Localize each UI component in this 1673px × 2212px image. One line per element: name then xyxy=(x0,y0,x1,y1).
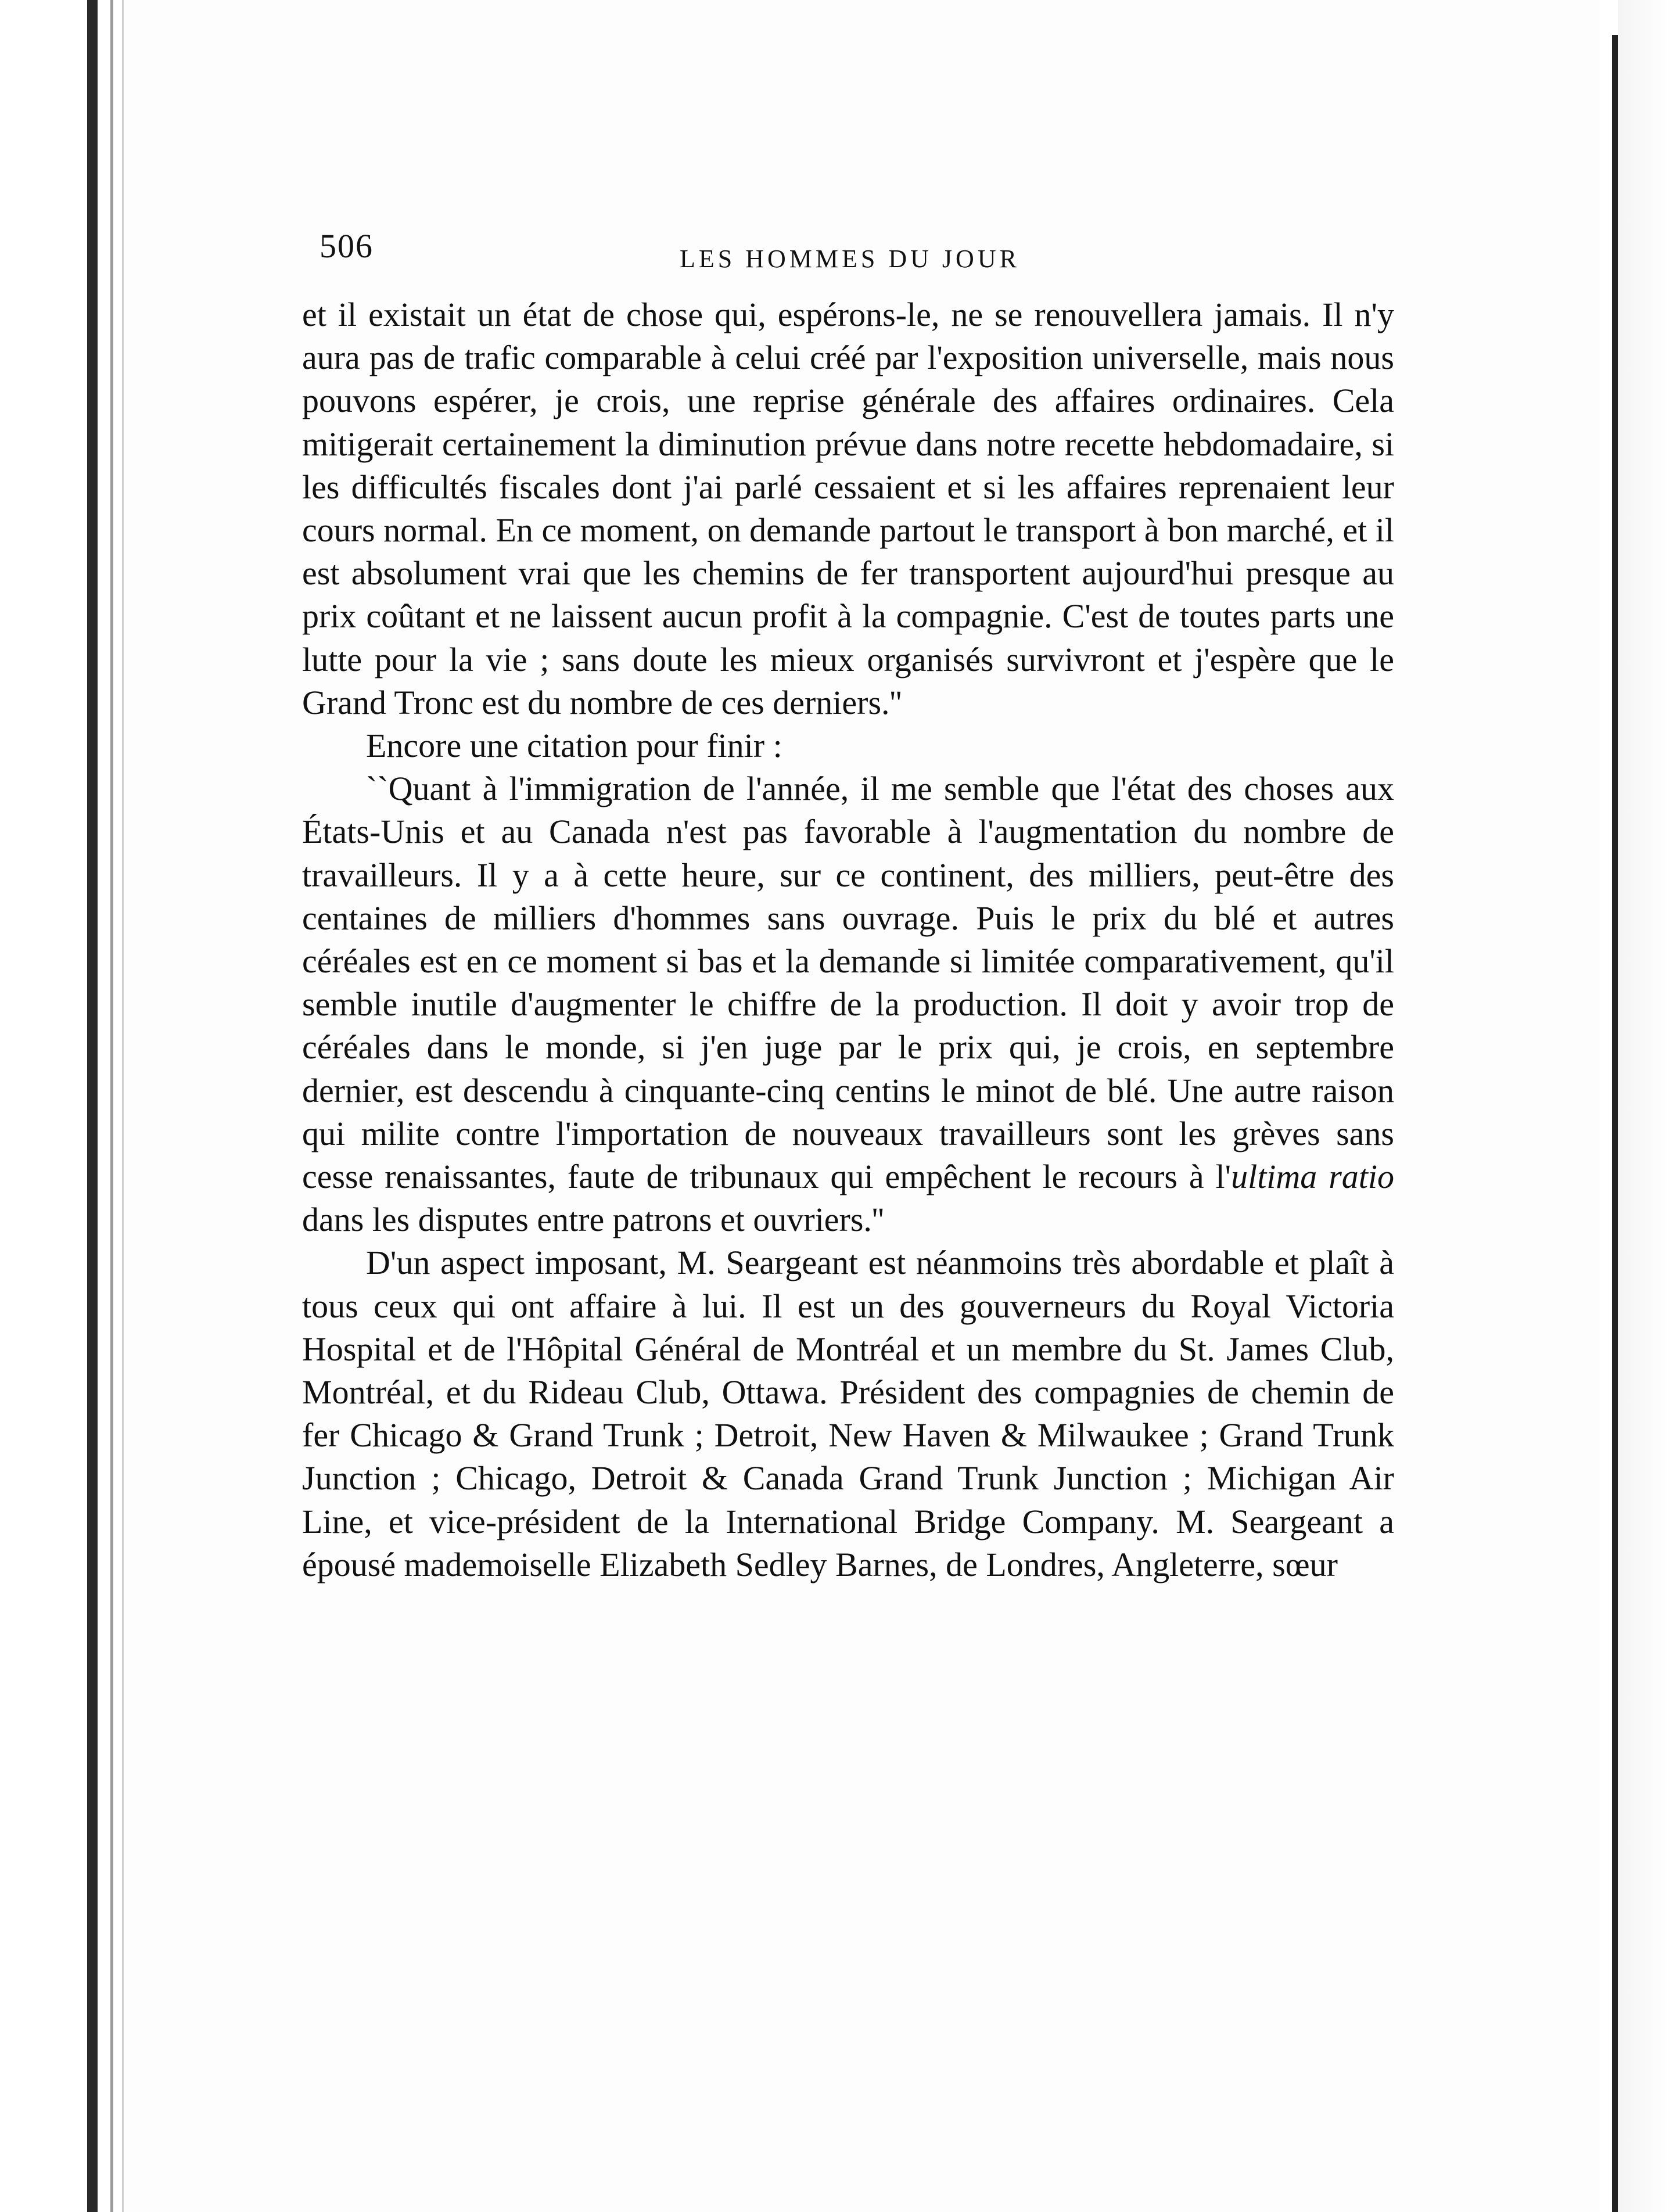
binding-shadow xyxy=(110,0,113,2212)
paragraph-4: D'un aspect imposant, M. Seargeant est néanmoins très abordable et plaît à tous ceux qui ont affaire à lui. Il est un des gouverneurs du Royal Victoria Hospital et de l'Hôpital Général de Montréal et un membre du St. James Club, Montréal, et du Rideau Club, Ottawa. Président des compagnies de chemin de fer Chicago & Grand Trunk ; Detroit, New Haven & Milwaukee ; Grand Trunk Junction ; Chicago, Detroit & Canada Grand Trunk Junction ; Michigan Air Line, et vice-président de la International Bridge Company. M. Seargeant a épousé mademoiselle Elizabeth Sedley Barnes, de Londres, Angleterre, sœur xyxy=(302,1244,1394,1583)
paragraph-3-italic: ultima ratio xyxy=(1231,1158,1394,1196)
running-head xyxy=(319,227,1365,279)
paragraph-3-end: dans les disputes entre patrons et ouvriers.'' xyxy=(302,1201,884,1239)
running-title: LES HOMMES DU JOUR xyxy=(680,245,1020,273)
paragraph-3-text: ``Quant à l'immigration de l'année, il me semble que l'état des choses aux États-Unis et au Canada n'est pas favorable à l'augmentation du nombre de travailleurs. Il y a à cette heure, sur ce continent, des milliers, peut-être des centaines de milliers d'hommes sans ouvrage. Puis le prix du blé et autres céréales est en ce moment si bas et la demande si limitée comparativement, qu'il semble inutile d'augmenter le chiffre de la production. Il doit y avoir trop de céréales dans le monde, si j'en juge par le prix qui, je crois, en septembre dernier, est descendu à cinquante-cinq centins le minot de blé. Une autre raison qui milite contre l'importation de nouveaux travailleurs sont les grèves sans cesse renaissantes, faute de tribunaux qui empêchent le recours à l' xyxy=(302,770,1394,1196)
facing-page-edge xyxy=(1612,35,1618,2212)
binding-edge xyxy=(87,0,98,2212)
paragraph-1: et il existait un état de chose qui, espérons-le, ne se renouvellera jamais. Il n'y aura pas de trafic comparable à celui créé par l'exposition universelle, mais nous pouvons espérer, je crois, une reprise générale des affaires ordinaires. Cela mitigerait certainement la diminution prévue dans notre recette hebdomadaire, si les difficultés fiscales dont j'ai parlé cessaient et si les affaires reprenaient leur cours normal. En ce moment, on demande partout le transport à bon marché, et il est absolument vrai que les chemins de fer transportent aujourd'hui presque au prix coûtant et ne laissent aucun profit à la compagnie. C'est de toutes parts une lutte pour la vie ; sans doute les mieux organisés survivront et j'espère que le Grand Tronc est du nombre de ces derniers.'' xyxy=(302,296,1394,721)
body-text xyxy=(302,293,1394,1586)
scan-right-margin xyxy=(1618,0,1673,2212)
page-number: 506 xyxy=(319,227,374,265)
paragraph-2: Encore une citation pour finir : xyxy=(366,727,782,765)
paragraph-3 xyxy=(302,767,1394,1241)
